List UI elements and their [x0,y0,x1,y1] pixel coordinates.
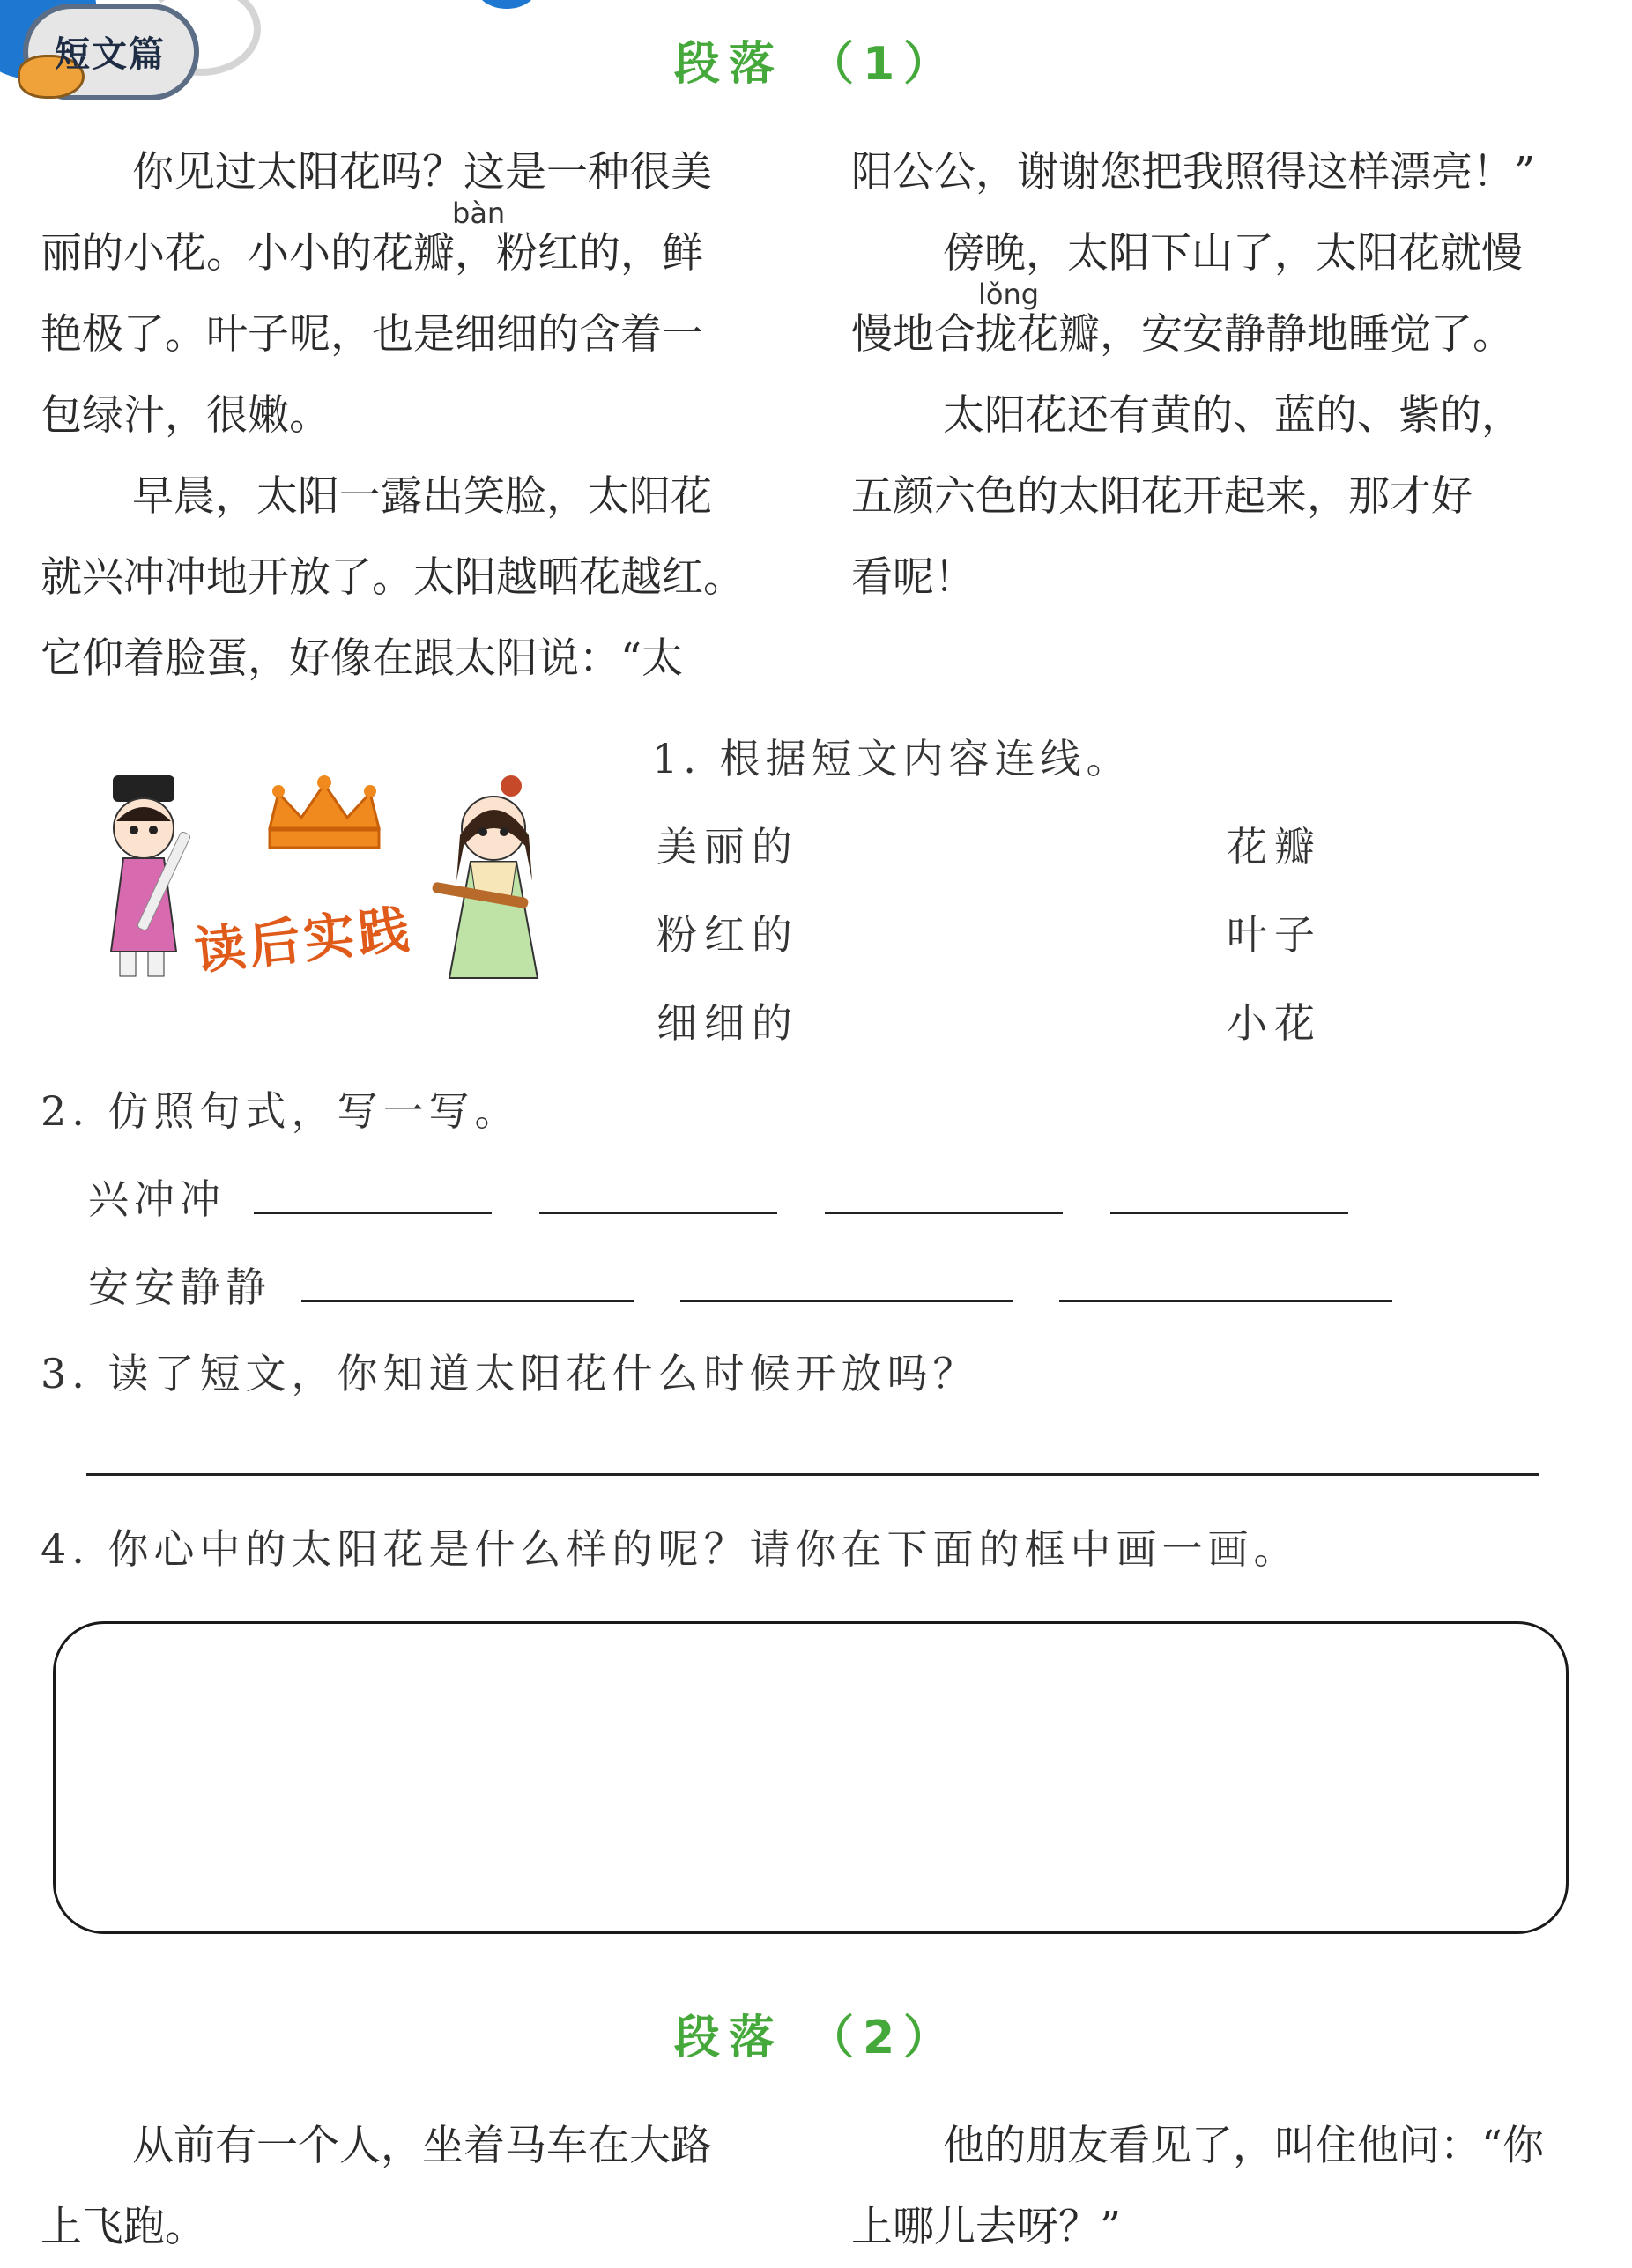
answer-line[interactable] [86,1473,1539,1476]
passage-1-left [41,132,790,700]
text-line: 丽的小花。小小的花瓣，粉红的，鲜 [41,229,703,278]
match-right-item[interactable]: 花瓣 [1227,823,1322,871]
pinyin-annotation: lǒng [978,278,1040,311]
text-line: 从前有一个人，坐着马车在大路 [132,2122,712,2170]
text-line: 上飞跑。 [41,2203,206,2251]
text-line: 包绿汁，很嫩。 [41,391,330,440]
reading-practice-illustration [97,767,555,996]
text-line: 慢地合拢花瓣，安安静静地睡觉了。 [851,310,1514,359]
passage-1-right [851,132,1600,619]
match-left-item[interactable]: 粉红的 [657,911,799,959]
example-word: 兴冲冲 [88,1175,226,1223]
text-line: 它仰着脸蛋，好像在跟太阳说：“太 [41,634,684,683]
match-right-item[interactable]: 小花 [1227,999,1322,1047]
text-line: 艳极了。叶子呢，也是细细的含着一 [41,310,703,359]
question-4-prompt: 4. 你心中的太阳花是什么样的呢？请你在下面的框中画一画。 [41,1525,1300,1573]
question-2-prompt: 2. 仿照句式，写一写。 [41,1087,521,1135]
answer-blank[interactable] [825,1212,1063,1214]
text-line: 你见过太阳花吗？这是一种很美 [132,148,712,196]
section-1-title: 段落 （1） [673,38,959,91]
passage-2-right [851,2106,1600,2268]
section-2-title: 段落 （2） [673,2012,959,2064]
drawing-box[interactable] [53,1621,1569,1934]
text-line: 太阳花还有黄的、蓝的、紫的， [943,391,1523,440]
text-line: 上哪儿去呀？” [851,2203,1122,2251]
pinyin-annotation: bàn [452,196,506,230]
text-line: 他的朋友看见了，叫住他问：“你 [943,2122,1545,2170]
match-right-item[interactable]: 叶子 [1227,911,1322,959]
passage-2-left [41,2106,790,2268]
answer-blank[interactable] [254,1212,492,1214]
answer-blank[interactable] [539,1212,777,1214]
text-line: 五颜六色的太阳花开起来，那才好 [851,472,1473,521]
badge-label: 短文篇 [55,34,166,75]
answer-blank[interactable] [680,1300,1013,1302]
text-line: 看呢！ [851,553,975,602]
question-1-prompt: 1. 根据短文内容连线。 [652,735,1132,782]
example-word: 安安静静 [88,1264,271,1311]
illustration-caption: 读后实践 [191,899,416,982]
text-line: 阳公公，谢谢您把我照得这样漂亮！” [851,148,1536,196]
answer-blank[interactable] [1110,1212,1348,1214]
answer-blank[interactable] [1059,1300,1392,1302]
answer-blank[interactable] [301,1300,634,1302]
text-line: 傍晚，太阳下山了，太阳花就慢 [943,229,1523,278]
match-left-item[interactable]: 细细的 [657,999,799,1047]
match-left-item[interactable]: 美丽的 [657,823,799,871]
question-3-prompt: 3. 读了短文，你知道太阳花什么时候开放吗？ [41,1350,979,1397]
top-decoration [476,0,538,9]
text-line: 就兴冲冲地开放了。太阳越晒花越红。 [41,553,745,602]
text-line: 早晨，太阳一露出笑脸，太阳花 [132,472,712,521]
